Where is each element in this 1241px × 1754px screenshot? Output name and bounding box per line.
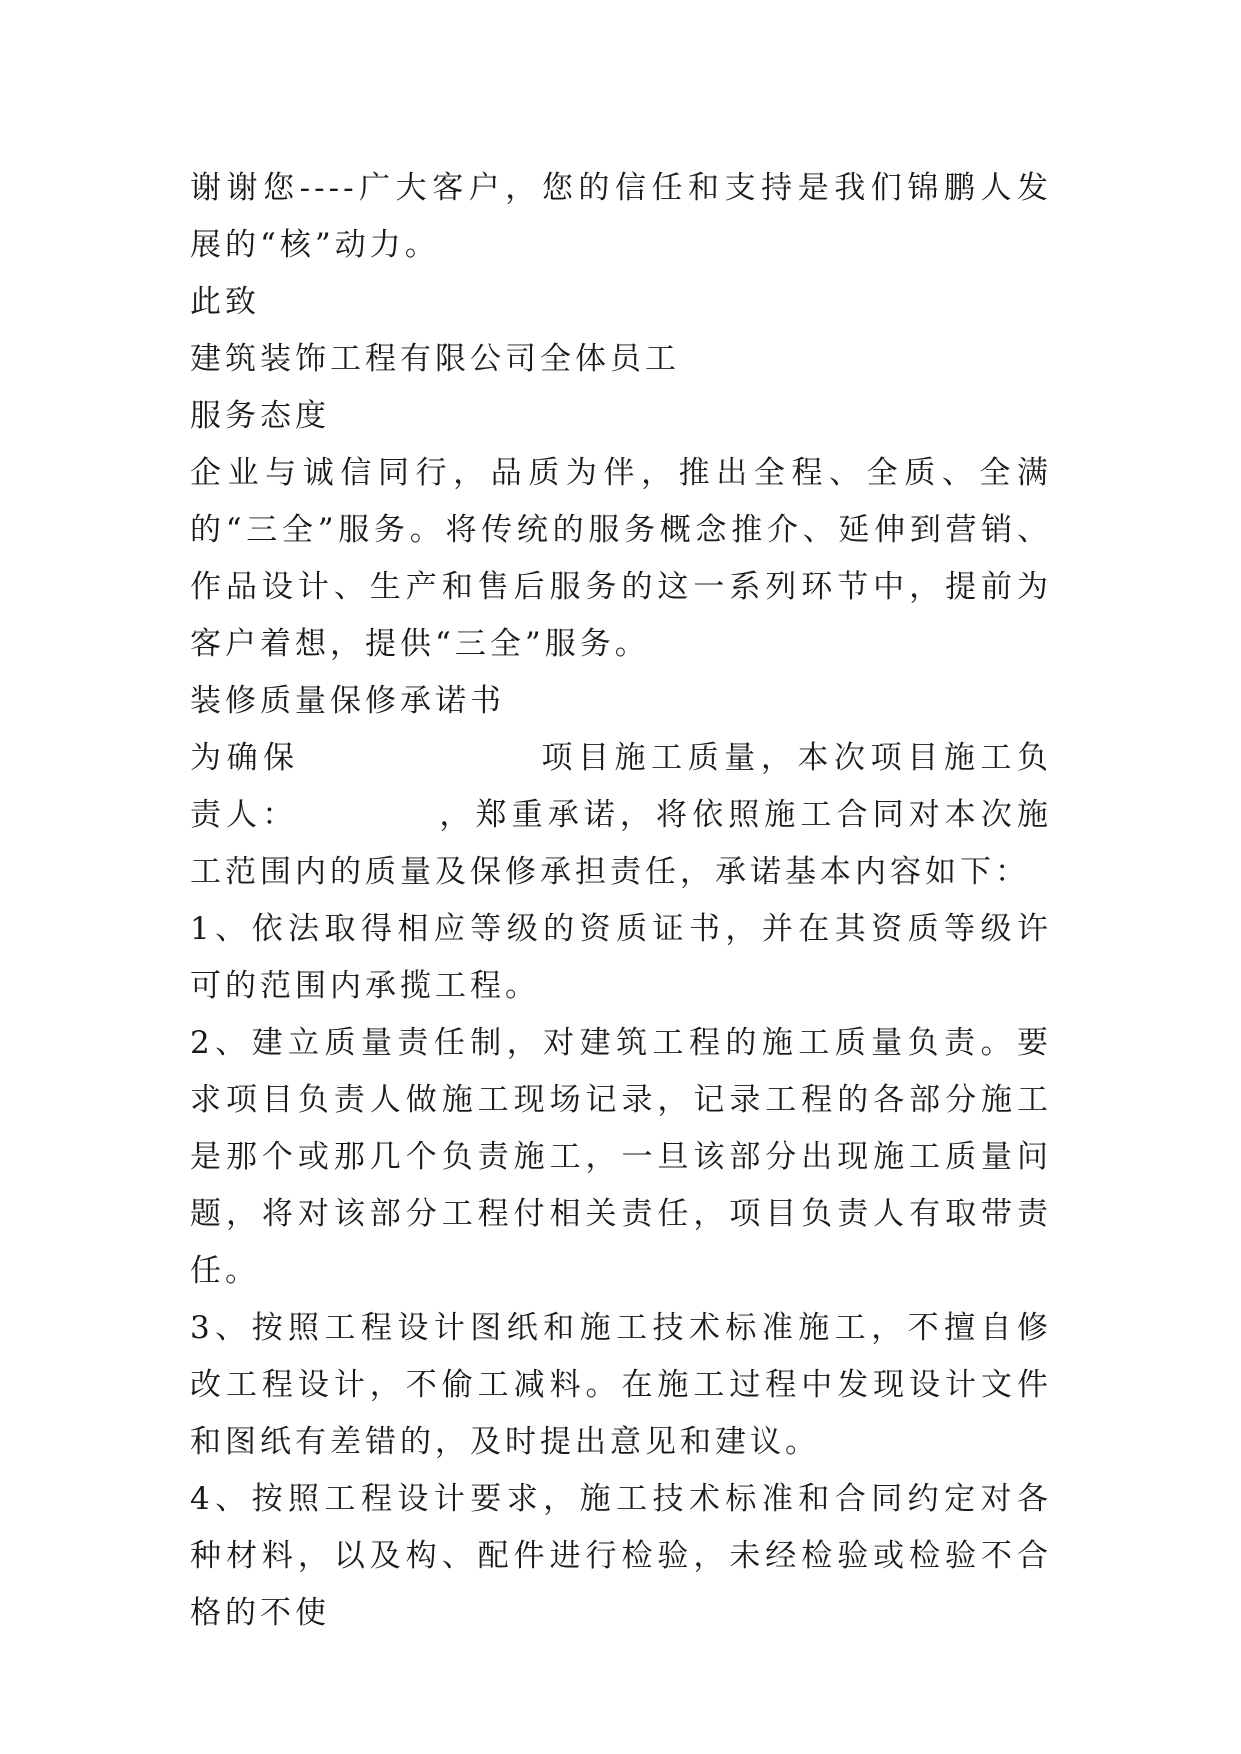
commitment-item-3: 3、按照工程设计图纸和施工技术标准施工，不擅自修改工程设计，不偷工减料。在施工过程中发现设计文件和图纸有差错的，及时提出意见和建议。: [190, 1310, 1052, 1460]
commitment-intro: [190, 730, 1052, 901]
commitment-title: 装修质量保修承诺书: [190, 683, 505, 719]
closing-line: 此致: [190, 284, 260, 320]
thanks-paragraph: 谢谢您----广大客户，您的信任和支持是我们锦鹏人发展的“核”动力。: [190, 170, 1052, 263]
service-heading: 服务态度: [190, 398, 330, 434]
intro-text-2: 项目施工质量，本次项目施工负责人：: [190, 740, 1052, 833]
commitment-item-4: 4、按照工程设计要求，施工技术标准和合同约定对各种材料，以及构、配件进行检验，未经检验或检验不合格的不使: [190, 1481, 1052, 1631]
commitment-item-2: 2、建立质量责任制，对建筑工程的施工质量负责。要求项目负责人做施工现场记录，记录工程的各部分施工是那个或那几个负责施工，一旦该部分出现施工质量问题，将对该部分工程付相关责任，项目负责人有取带责任。: [190, 1025, 1052, 1289]
commitment-item-1: 1、依法取得相应等级的资质证书，并在其资质等级许可的范围内承揽工程。: [190, 911, 1052, 1004]
service-paragraph: 企业与诚信同行，品质为伴，推出全程、全质、全满的“三全”服务。将传统的服务概念推介、延伸到营销、作品设计、生产和售后服务的这一系列环节中，提前为客户着想，提供“三全”服务。: [190, 455, 1052, 662]
signature-line: 建筑装饰工程有限公司全体员工: [190, 341, 680, 377]
document-body: [190, 160, 1052, 1642]
intro-text-1: 为确保: [190, 740, 300, 776]
intro-text-3: ，郑重承诺，将依照施工合同对本次施工范围内的质量及保修承担责任，承诺基本内容如下：: [190, 797, 1053, 890]
